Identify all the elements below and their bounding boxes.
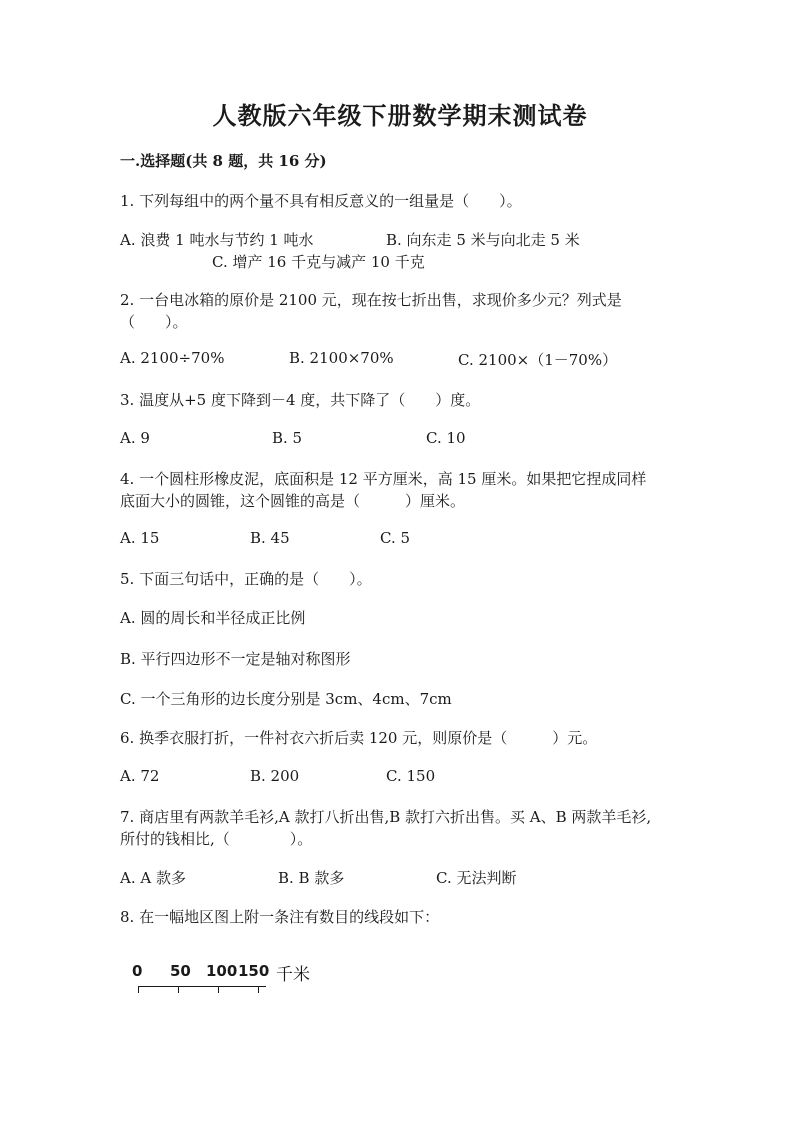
scale-tick-0	[138, 986, 139, 993]
question-6-text: 6. 换季衣服打折，一件衬衣六折后卖 120 元，则原价是（ ）元。	[120, 729, 598, 747]
scale-label-100: 100	[206, 962, 238, 980]
question-2-option-c: C. 2100×（1－70%）	[458, 351, 618, 369]
question-3-option-b: B. 5	[272, 429, 303, 447]
question-6-option-a: A. 72	[120, 767, 160, 785]
scale-tick-50	[178, 986, 179, 993]
question-4-option-b: B. 45	[250, 529, 290, 547]
question-4-text-cont: 底面大小的圆锥，这个圆锥的高是（ ）厘米。	[120, 492, 466, 510]
question-5-option-b: B. 平行四边形不一定是轴对称图形	[120, 650, 351, 668]
question-6-option-c: C. 150	[386, 767, 436, 785]
question-5-option-c: C. 一个三角形的边长度分别是 3cm、4cm、7cm	[120, 690, 452, 708]
question-7-text-cont: 所付的钱相比,（ ）。	[120, 830, 313, 848]
question-6-option-b: B. 200	[250, 767, 300, 785]
question-4-text: 4. 一个圆柱形橡皮泥，底面积是 12 平方厘米，高 15 厘米。如果把它捏成同样	[120, 470, 647, 488]
question-1-option-a: A. 浪费 1 吨水与节约 1 吨水	[120, 231, 314, 249]
question-5-option-a: A. 圆的周长和半径成正比例	[120, 609, 306, 627]
question-7-option-a: A. A 款多	[120, 869, 186, 887]
question-2-option-b: B. 2100×70%	[289, 349, 394, 367]
scale-unit-label: 千米	[276, 965, 310, 985]
page-title: 人教版六年级下册数学期末测试卷	[212, 101, 588, 130]
section-heading: 一.选择题(共 8 题，共 16 分)	[120, 152, 327, 170]
question-2-text: 2. 一台电冰箱的原价是 2100 元，现在按七折出售，求现价多少元？列式是	[120, 291, 622, 309]
question-7-option-b: B. B 款多	[278, 869, 345, 887]
question-3-option-c: C. 10	[426, 429, 466, 447]
question-2-text-cont: （ ）。	[120, 313, 188, 331]
map-scale-bar	[130, 962, 330, 1002]
question-3-text: 3. 温度从+5 度下降到－4 度，共下降了（ ）度。	[120, 391, 481, 409]
question-4-option-a: A. 15	[120, 529, 160, 547]
scale-label-50: 50	[170, 962, 191, 980]
question-7-option-c: C. 无法判断	[436, 869, 517, 887]
question-2-option-a: A. 2100÷70%	[120, 349, 225, 367]
question-3-option-a: A. 9	[120, 429, 150, 447]
scale-label-0: 0	[132, 962, 143, 980]
scale-tick-100	[218, 986, 219, 993]
scale-axis-line	[138, 986, 266, 987]
question-1-option-b: B. 向东走 5 米与向北走 5 米	[386, 231, 580, 249]
question-1-text: 1. 下列每组中的两个量不具有相反意义的一组量是（ ）。	[120, 192, 522, 210]
scale-tick-150	[258, 986, 259, 993]
question-8-text: 8. 在一幅地区图上附一条注有数目的线段如下：	[120, 908, 440, 926]
question-7-text: 7. 商店里有两款羊毛衫,A 款打八折出售,B 款打六折出售。买 A、B 两款羊毛衫,	[120, 808, 652, 826]
question-4-option-c: C. 5	[380, 529, 411, 547]
question-5-text: 5. 下面三句话中，正确的是（ ）。	[120, 570, 372, 588]
question-1-option-c: C. 增产 16 千克与减产 10 千克	[212, 253, 425, 271]
scale-label-150: 150	[238, 962, 270, 980]
